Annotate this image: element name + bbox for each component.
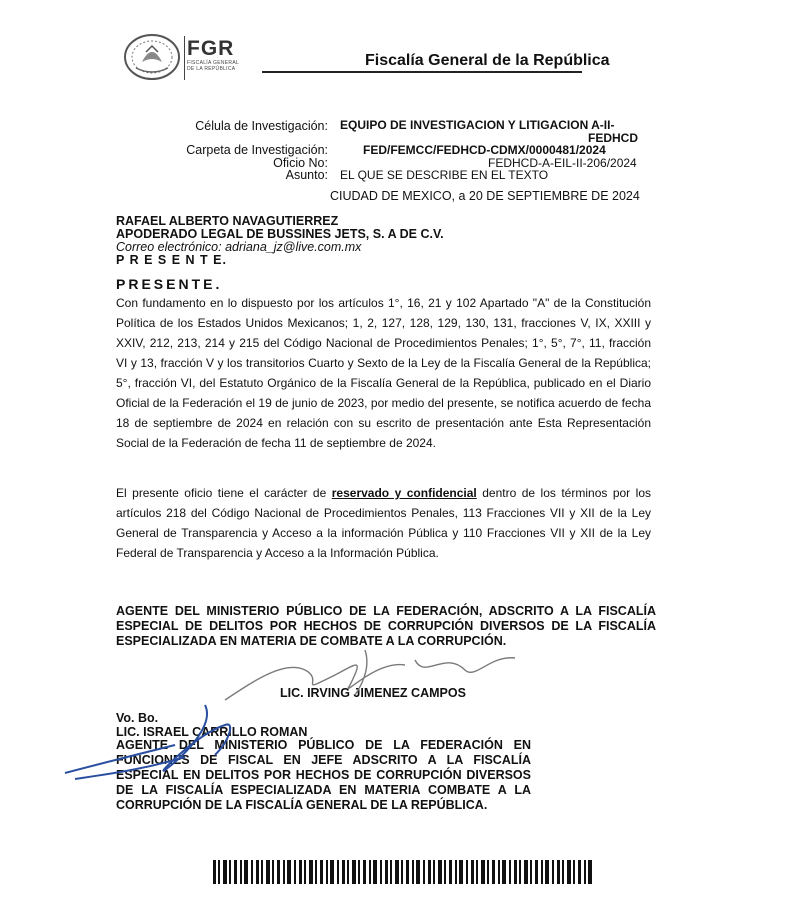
institution-title: Fiscalía General de la República xyxy=(365,52,610,69)
logo-divider xyxy=(184,36,185,80)
barcode xyxy=(213,860,593,884)
vobo-label: Vo. Bo. xyxy=(116,711,159,725)
celula-value-2: FEDHCD xyxy=(588,131,638,145)
oficio-value: FEDHCD-A-EIL-II-206/2024 xyxy=(488,156,637,170)
vobo-title: AGENTE DEL MINISTERIO PÚBLICO DE LA FEDERACIÓN EN FUNCIONES DE FISCAL EN JEFE ADSCRITO A LA FISCALÍA ESPECIAL EN DELITOS POR HECHOS DE CORRUPCIÓN DIVERSOS DE LA FISCALÍA ESPECIALIZADA EN MATERIA COMBATE A LA CORRUPCIÓN DE LA FISCALÍA GENERAL DE LA REPÚBLICA. xyxy=(116,738,531,812)
agent-title: AGENTE DEL MINISTERIO PÚBLICO DE LA FEDERACIÓN, ADSCRITO A LA FISCALÍA ESPECIAL DE DELITOS POR HECHOS DE CORRUPCIÓN DIVERSOS DE LA FISCALÍA ESPECIALIZADA EN MATERIA DE COMBATE A LA CORRUPCIÓN. xyxy=(116,604,656,648)
oficio-label: Oficio No: xyxy=(273,156,328,170)
fgr-logo xyxy=(187,38,257,72)
recipient-presente: P R E S E N T E. xyxy=(116,253,227,267)
presente-heading: PRESENTE. xyxy=(116,276,223,292)
asunto-value: EL QUE SE DESCRIBE EN EL TEXTO xyxy=(340,168,549,182)
p2-emphasis: reservado y confidencial xyxy=(331,486,477,500)
fgr-acronym: FGR xyxy=(187,37,235,60)
fgr-subtitle-2: DE LA REPÚBLICA xyxy=(187,66,236,72)
recipient-role: APODERADO LEGAL DE BUSSINES JETS, S. A DE C.V. xyxy=(116,227,444,241)
asunto-label: Asunto: xyxy=(285,168,328,182)
fgr-subtitle-1: FISCALÍA GENERAL xyxy=(187,60,240,66)
body-paragraph-2 xyxy=(116,483,651,563)
header-rule xyxy=(262,71,582,73)
vobo-name: LIC. ISRAEL CARRILLO ROMAN xyxy=(116,725,308,739)
recipient-name: RAFAEL ALBERTO NAVAGUTIERREZ xyxy=(116,214,339,228)
carpeta-label: Carpeta de Investigación: xyxy=(186,143,328,157)
p2-text-b: dentro de los términos por los artículos 218 del Código Nacional de Procedimientos Penales, 113 Fracciones VII y XII de la Ley General de Transparencia y Acceso a la información Pública y 110 Fracciones VII y XII de la Ley Federal de Transparencia y Acceso a la Información Pública. xyxy=(116,486,651,560)
p2-text-a: El presente oficio tiene el carácter de xyxy=(116,486,332,500)
celula-label: Célula de Investigación: xyxy=(195,119,328,133)
document-date: CIUDAD DE MEXICO, a 20 DE SEPTIEMBRE DE 2024 xyxy=(330,189,640,203)
recipient-email: Correo electrónico: adriana_jz@live.com.mx xyxy=(116,240,362,254)
signer-name: LIC. IRVING JIMENEZ CAMPOS xyxy=(280,686,466,700)
body-paragraph-1: Con fundamento en lo dispuesto por los artículos 1°, 16, 21 y 102 Apartado "A" de la Constitución Política de los Estados Unidos Mexicanos; 1, 2, 127, 128, 129, 130, 131, fracciones V, IX, XXIII y XXIV, 212, 213, 214 y 215 del Código Nacional de Procedimientos Penales; 1°, 5°, 7°, 11, fracción VI y 13, fracción V y los transitorios Cuarto y Sexto de la Ley de la Fiscalía General de la República; 5°, fracción VI, del Estatuto Orgánico de la Fiscalía General de la República, publicado en el Diario Oficial de la Federación el 19 de junio de 2023, por medio del presente, se notifica acuerdo de fecha 18 de septiembre de 2024 en relación con su escrito de presentación ante Esta Representación Social de la Federación de fecha 11 de septiembre de 2024. xyxy=(116,296,651,450)
carpeta-value: FED/FEMCC/FEDHCD-CDMX/0000481/2024 xyxy=(363,143,606,157)
celula-value-1: EQUIPO DE INVESTIGACION Y LITIGACION A-II- xyxy=(340,118,615,132)
national-seal-icon xyxy=(122,32,182,82)
